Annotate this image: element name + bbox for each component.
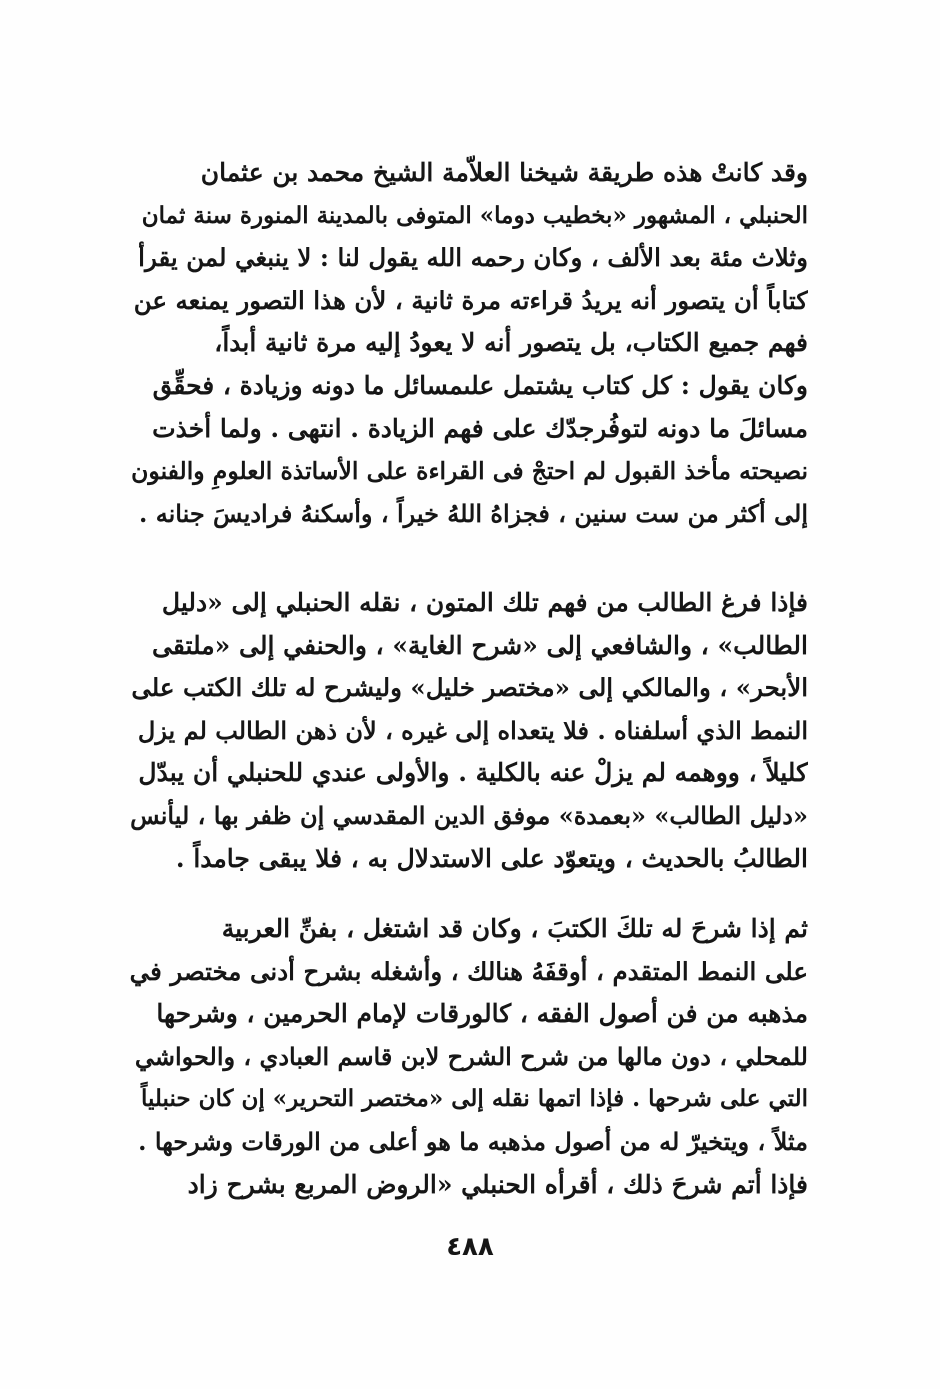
text-line: الأبحر» ، والمالكي إلى «مختصر خليل» وليشرح له تلك الكتب على xyxy=(131,673,808,703)
text-line: على النمط المتقدم ، أوقفَهُ هنالك ، وأشغله بشرح أدنى مختصر في xyxy=(129,956,808,986)
text-line: وكان يقول : كل كتاب يشتمل علىمسائل ما دونه وزيادة ، فحقِّق xyxy=(152,370,808,400)
text-line: الطالب» ، والشافعي إلى «شرح الغاية» ، والحنفي إلى «ملتقى xyxy=(151,630,808,660)
text-line: إلى أكثر من ست سنين ، فجزاهُ اللهُ خيراً ، وأسكنهُ فراديسَ جنانه . xyxy=(139,498,808,528)
text-line: «دليل الطالب» «بعمدة» موفق الدين المقدسي إن ظفر بها ، ليأنس xyxy=(130,800,808,830)
paragraph-1 xyxy=(128,152,808,535)
text-line: الحنبلي ، المشهور «بخطيب دوما» المتوفى بالمدينة المنورة سنة ثمان xyxy=(141,201,808,229)
text-line: فهم جميع الكتاب، بل يتصور أنه لا يعودُ إليه مرة ثانية أبداً، xyxy=(214,328,808,358)
text-line: مثلاً ، ويتخيرّ له من أصول مذهبه ما هو أعلى من الورقات وشرحها . xyxy=(138,1126,808,1156)
text-line: النمط الذي أسلفناه . فلا يتعداه إلى غيره ، لأن ذهن الطالب لم يزل xyxy=(137,715,808,745)
text-line: فإذا فرغ الطالب من فهم تلك المتون ، نقله الحنبلي إلى «دليل xyxy=(161,588,808,617)
page-number: ٤٨٨ xyxy=(446,1232,494,1262)
text-line: كليلاً ، ووهمه لم يزلْ عنه بالكلية . والأولى عندي للحنبلي أن يبدّل xyxy=(138,758,808,788)
text-line: نصيحته مأخذ القبول لم احتجْ فى القراءة على الأساتذة العلومِ والفنون xyxy=(131,457,808,486)
text-line: وقد كانتْ هذه طريقة شيخنا العلاّمة الشيخ محمد بن عثمان xyxy=(200,158,808,187)
text-line: الطالبُ بالحديث ، ويتعوّد على الاستدلال به ، فلا يبقى جامداً . xyxy=(175,843,808,873)
text-line: كتاباً أن يتصور أنه يريدُ قراءته مرة ثانية ، لأن هذا التصور يمنعه عن xyxy=(133,285,808,315)
text-line: مسائلَ ما دونه لتوفُرجدّك على فهم الزيادة . انتهى . ولما أخذت xyxy=(152,413,808,443)
paragraph-3 xyxy=(128,908,808,1206)
text-line: ثم إذا شرحَ له تلكَ الكتبَ ، وكان قد اشتغل ، بفنِّ العربية xyxy=(221,914,808,943)
text-line: فإذا أتم شرحَ ذلك ، أقرأه الحنبلي «الروض المربع بشرح زاد xyxy=(187,1169,808,1199)
text-line: التي على شرحها . فإذا اتمها نقله إلى «مختصر التحرير» إن كان حنبلياً xyxy=(140,1085,808,1113)
text-line: للمحلي ، دون مالها من شرح الشرح لابن قاسم العبادي ، والحواشي xyxy=(134,1041,808,1071)
paragraph-2 xyxy=(128,582,808,880)
text-line: مذهبه من فن أصول الفقه ، كالورقات لإمام الحرمين ، وشرحها xyxy=(156,999,808,1029)
text-line: وثلاث مئة بعد الألف ، وكان رحمه الله يقول لنا : لا ينبغي لمن يقرأ xyxy=(138,243,808,273)
